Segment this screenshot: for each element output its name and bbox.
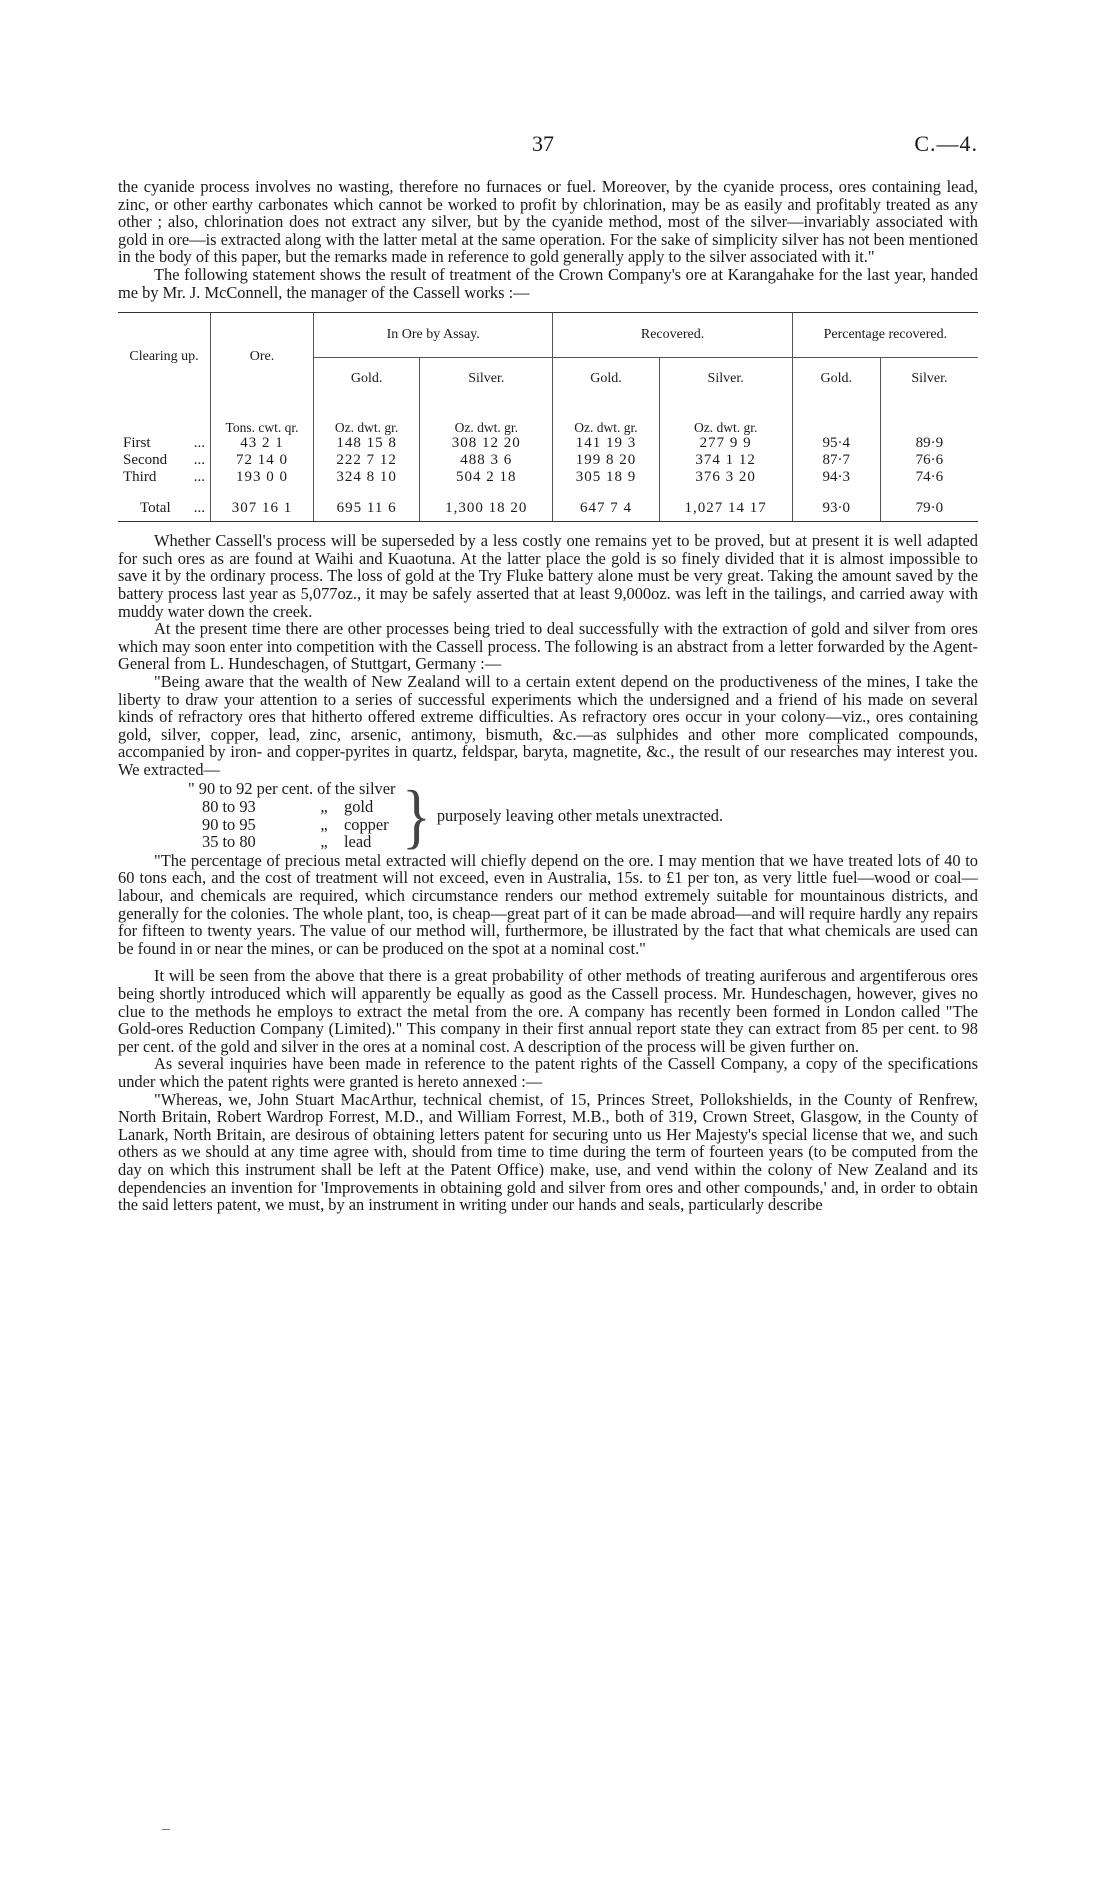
cell-assay-silver: 504 2 18 — [420, 469, 553, 486]
cell-ore: 193 0 0 — [211, 469, 314, 486]
cell-percent-silver: 76·6 — [880, 452, 978, 469]
total-recovered-gold: 647 7 4 — [553, 486, 659, 522]
extraction-metal: gold — [344, 797, 374, 817]
paragraph: As several inquiries have been made in reference to the patent rights of the Cassell Company, a copy of the specifications under which the patent rights were granted is hereto annexed :— — [118, 1054, 978, 1091]
extraction-metal: silver — [359, 779, 396, 799]
extraction-ditto: „ — [320, 814, 328, 834]
total-ore: 307 16 1 — [211, 486, 314, 522]
extraction-ditto: per cent. of the — [256, 779, 355, 799]
row-label: Third — [123, 469, 157, 486]
leader-dots: ... — [193, 452, 205, 469]
paragraph: At the present time there are other processes being tried to deal successfully with the extraction of gold and silver from ores which may soon enter into competition with the Cassell process. The following is an abstract from a letter forwarded by the Agent-General from L. Hundeschagen, of Stuttgart, Germany :— — [118, 619, 978, 674]
header-percent-silver: Silver. — [880, 358, 978, 401]
total-assay-silver: 1,300 18 20 — [420, 486, 553, 522]
header-recovered-silver: Silver. — [659, 358, 792, 401]
cell-assay-silver: 308 12 20 — [420, 435, 553, 452]
page-number: 37 — [532, 131, 554, 156]
cell-percent-gold: 94·3 — [792, 469, 880, 486]
quoted-paragraph: "The percentage of precious metal extracted will chiefly depend on the ore. I may mention that we have treated lots of 40 to 60 tons each, and the cost of treatment will not exceed, even in Australia, 15s. to £1 per ton, as very little fuel—wood or coal—labour, and chemicals are required, which circumstance renders our method extremely suitable for mountainous districts, and generally for the colonies. The whole plant, too, is cheap—great part of it can be made abroad—and will require hardly any repairs for fifteen to twenty years. The value of our method will, furthermore, be illustrated by the fact that what chemicals are used can be found in or near the mines, or can be produced on the spot at a nominal cost." — [118, 850, 978, 958]
table-total-row — [118, 486, 978, 522]
paragraph: It will be seen from the above that there is a great probability of other methods of treating auriferous and argentiferous ores being shortly introduced which will apparently be equally as good as the Cassell process. Mr. Hundeschagen, however, gives no clue to the methods he employs to extract the metal from the ore. A company has recently been formed in London called "The Gold-ores Reduction Company (Limited)." This company in their first annual report state they can extract from 85 per cent. to 98 per cent. of the gold and silver in the ores at a nominal cost. A description of the process will be given further on. — [118, 966, 978, 1056]
header-in-ore-by-assay: In Ore by Assay. — [314, 313, 553, 358]
header-ore: Ore. — [211, 313, 314, 401]
total-label: Total — [140, 500, 171, 517]
total-percent-silver: 79·0 — [880, 486, 978, 522]
header-percentage-recovered: Percentage recovered. — [792, 313, 978, 358]
cell-assay-gold: 148 15 8 — [314, 435, 420, 452]
header-clearing-up: Clearing up. — [118, 313, 211, 401]
extraction-range: " 90 to 92 — [188, 779, 253, 799]
cell-recovered-silver: 374 1 12 — [659, 452, 792, 469]
total-recovered-silver: 1,027 14 17 — [659, 486, 792, 522]
paragraph: The following statement shows the result of treatment of the Crown Company's ore at Karangahake for the last year, handed me by Mr. J. McConnell, the manager of the Cassell works :— — [118, 264, 978, 302]
cell-recovered-gold: 141 19 3 — [553, 435, 659, 452]
extraction-ditto: „ — [320, 832, 328, 852]
cell-percent-silver: 74·6 — [880, 469, 978, 486]
document-reference: C.—4. — [914, 131, 978, 156]
total-percent-gold: 93·0 — [792, 486, 880, 522]
extraction-row — [188, 816, 400, 834]
extraction-range: 80 to 93 — [202, 797, 256, 817]
brace-icon: } — [402, 776, 431, 856]
unit-assay-silver: Oz. dwt. gr. — [420, 400, 553, 435]
extraction-range: 35 to 80 — [202, 832, 256, 852]
leader-dots: ... — [193, 435, 205, 452]
extraction-row — [188, 798, 400, 816]
header-percent-gold: Gold. — [792, 358, 880, 401]
table-row — [118, 452, 978, 469]
cell-recovered-gold: 199 8 20 — [553, 452, 659, 469]
units-row — [118, 400, 978, 435]
extraction-metal: copper — [344, 814, 389, 834]
unit-recovered-gold: Oz. dwt. gr. — [553, 400, 659, 435]
cell-recovered-silver: 277 9 9 — [659, 435, 792, 452]
margin-mark — [162, 1829, 170, 1830]
ore-treatment-table — [118, 312, 978, 522]
extraction-metal: lead — [344, 832, 372, 852]
extraction-row — [188, 780, 400, 798]
extraction-note: purposely leaving other metals unextracted. — [436, 805, 724, 825]
extraction-list — [188, 776, 978, 856]
total-assay-gold: 695 11 6 — [314, 486, 420, 522]
cell-assay-gold: 324 8 10 — [314, 469, 420, 486]
table-row — [118, 435, 978, 452]
cell-ore: 43 2 1 — [211, 435, 314, 452]
quoted-paragraph: "Being aware that the wealth of New Zealand will to a certain extent depend on the productiveness of the mines, I take the liberty to draw your attention to a series of successful experiments which the undersigned and a friend of his made on several kinds of refractory ores that hitherto offered extreme difficulties. As refractory ores occur in your colony—viz., ores containing gold, silver, copper, lead, zinc, arsenic, antimony, bismuth, &c.—as sulphides and other more complicated compounds, accompanied by iron- and copper-pyrites in quartz, feldspar, baryta, magnetite, &c., the result of our researches may interest you. We extracted— — [118, 671, 978, 779]
page-header — [118, 131, 978, 161]
extraction-range: 90 to 95 — [202, 814, 256, 834]
unit-ore: Tons. cwt. qr. — [211, 400, 314, 435]
quoted-paragraph: "Whereas, we, John Stuart MacArthur, technical chemist, of 15, Princes Street, Pollokshields, in the County of Renfrew, North Britain, Robert Wardrop Forrest, M.D., and William Forrest, M.B., both of 319, Crown Street, Glasgow, in the County of Lanark, North Britain, are desirous of obtaining letters patent for securing unto us Her Majesty's special license that we, and such others as we should at any time agree with, should from time to time during the term of fourteen years (to be computed from the day on which this instrument shall be left at the Patent Office) make, use, and vend within the colony of New Zealand and its dependencies an invention for 'Improvements in obtaining gold and silver from ores and other compounds,' and, in order to obtain the said letters patent, we must, by an instrument in writing under our hands and seals, particularly describe — [118, 1089, 978, 1215]
leader-dots: ... — [193, 500, 205, 517]
table-row — [118, 469, 978, 486]
header-recovered-gold: Gold. — [553, 358, 659, 401]
cell-assay-gold: 222 7 12 — [314, 452, 420, 469]
header-assay-gold: Gold. — [314, 358, 420, 401]
extraction-ditto: „ — [320, 797, 328, 817]
cell-recovered-gold: 305 18 9 — [553, 469, 659, 486]
extraction-row — [188, 833, 400, 851]
cell-recovered-silver: 376 3 20 — [659, 469, 792, 486]
cell-assay-silver: 488 3 6 — [420, 452, 553, 469]
cell-percent-gold: 87·7 — [792, 452, 880, 469]
paragraph: the cyanide process involves no wasting, therefore no furnaces or fuel. Moreover, by the cyanide process, ores containing lead, zinc, or other earthy carbonates which cannot be worked to profit by chlorination, may be as easily and profitably treated as any other ; also, chlorination does not extract any silver, but by the cyanide method, most of the silver—invariably associated with gold in ore—is extracted along with the latter metal at the same operation. For the sake of simplicity silver has not been mentioned in the body of this paper, but the remarks made in reference to gold generally apply to the silver associated with it." — [118, 177, 978, 267]
paragraph: Whether Cassell's process will be superseded by a less costly one remains yet to be proved, but at present it is well adapted for such ores as are found at Waihi and Kuaotuna. At the latter place the gold is so finely divided that it is almost impossible to save it by the ordinary process. The loss of gold at the Try Fluke battery alone must be very great. Taking the amount saved by the battery process last year as 5,077oz., it may be safely asserted that at least 9,000oz. was left in the tailings, and carried away with muddy water down the creek. — [118, 531, 978, 621]
extraction-table — [188, 780, 400, 850]
row-label: Second — [123, 452, 168, 469]
cell-percent-gold: 95·4 — [792, 435, 880, 452]
unit-recovered-silver: Oz. dwt. gr. — [659, 400, 792, 435]
cell-percent-silver: 89·9 — [880, 435, 978, 452]
cell-ore: 72 14 0 — [211, 452, 314, 469]
header-recovered: Recovered. — [553, 313, 792, 358]
row-label: First — [123, 435, 151, 452]
header-assay-silver: Silver. — [420, 358, 553, 401]
leader-dots: ... — [193, 469, 205, 486]
body-text — [118, 178, 978, 1214]
unit-assay-gold: Oz. dwt. gr. — [314, 400, 420, 435]
